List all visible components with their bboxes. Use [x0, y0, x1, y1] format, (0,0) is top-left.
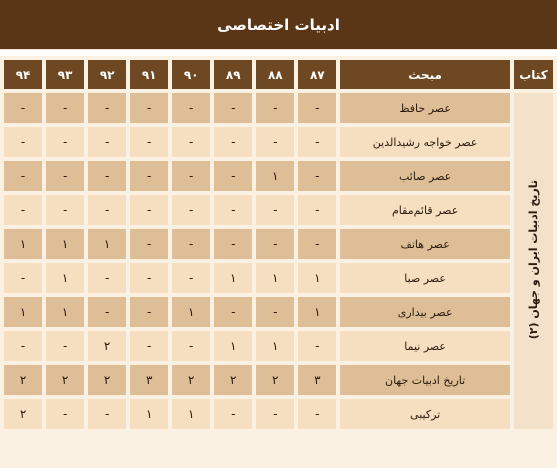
table-row: [4, 127, 553, 157]
value-cell: -: [298, 331, 336, 361]
header-year: ۸۸: [256, 60, 294, 89]
header-year: ۸۷: [298, 60, 336, 89]
book-cell: [514, 93, 553, 429]
value-cell: -: [88, 127, 126, 157]
header-year: ۹۰: [172, 60, 210, 89]
header-year: ۸۹: [214, 60, 252, 89]
topic-cell: عصر هاتف: [340, 229, 510, 259]
value-cell: ۱: [256, 331, 294, 361]
value-cell: ۱: [214, 263, 252, 293]
topic-cell: تاریخ ادبیات جهان: [340, 365, 510, 395]
header-row: [4, 60, 553, 89]
value-cell: -: [256, 195, 294, 225]
value-cell: -: [214, 195, 252, 225]
value-cell: -: [298, 399, 336, 429]
value-cell: -: [214, 127, 252, 157]
value-cell: -: [130, 331, 168, 361]
value-cell: ۳: [298, 365, 336, 395]
value-cell: -: [256, 229, 294, 259]
topic-cell: عصر صبا: [340, 263, 510, 293]
value-cell: -: [298, 127, 336, 157]
value-cell: ۲: [4, 399, 42, 429]
header-book: کتاب: [514, 60, 553, 89]
value-cell: -: [298, 195, 336, 225]
value-cell: -: [172, 263, 210, 293]
value-cell: -: [46, 93, 84, 123]
value-cell: ۱: [298, 263, 336, 293]
value-cell: ۲: [46, 365, 84, 395]
topic-cell: عصر حافظ: [340, 93, 510, 123]
topic-cell: عصر خواجه رشیدالدین: [340, 127, 510, 157]
table-row: [4, 297, 553, 327]
header-topic: مبحث: [340, 60, 510, 89]
value-cell: ۱: [4, 297, 42, 327]
value-cell: -: [256, 297, 294, 327]
value-cell: -: [256, 399, 294, 429]
value-cell: -: [172, 93, 210, 123]
value-cell: -: [256, 127, 294, 157]
value-cell: ۱: [172, 399, 210, 429]
value-cell: ۱: [298, 297, 336, 327]
value-cell: -: [88, 161, 126, 191]
value-cell: -: [130, 229, 168, 259]
value-cell: -: [4, 263, 42, 293]
value-cell: -: [172, 195, 210, 225]
value-cell: ۱: [256, 161, 294, 191]
value-cell: ۲: [88, 365, 126, 395]
value-cell: ۲: [4, 365, 42, 395]
table-row: [4, 229, 553, 259]
value-cell: -: [172, 331, 210, 361]
value-cell: -: [4, 161, 42, 191]
value-cell: -: [46, 195, 84, 225]
value-cell: ۱: [46, 229, 84, 259]
table-row: [4, 399, 553, 429]
value-cell: ۱: [172, 297, 210, 327]
value-cell: ۱: [256, 263, 294, 293]
value-cell: ۲: [214, 365, 252, 395]
value-cell: -: [4, 331, 42, 361]
value-cell: -: [172, 229, 210, 259]
value-cell: ۱: [130, 399, 168, 429]
table-row: [4, 195, 553, 225]
table-row: [4, 161, 553, 191]
topic-cell: عصر قائم‌مقام: [340, 195, 510, 225]
value-cell: -: [4, 93, 42, 123]
value-cell: ۱: [214, 331, 252, 361]
value-cell: ۲: [88, 331, 126, 361]
value-cell: -: [298, 161, 336, 191]
value-cell: -: [46, 127, 84, 157]
value-cell: -: [214, 161, 252, 191]
value-cell: -: [88, 195, 126, 225]
value-cell: ۱: [4, 229, 42, 259]
book-name: تاریخ ادبیات ایران و جهان (۲): [526, 179, 540, 340]
value-cell: -: [4, 195, 42, 225]
page-title: ادبیات اختصاصی: [0, 0, 557, 50]
value-cell: -: [130, 93, 168, 123]
value-cell: -: [214, 229, 252, 259]
header-year: ۹۴: [4, 60, 42, 89]
topic-cell: عصر صائب: [340, 161, 510, 191]
value-cell: -: [298, 229, 336, 259]
value-cell: -: [130, 263, 168, 293]
table-row: [4, 263, 553, 293]
value-cell: -: [172, 127, 210, 157]
value-cell: -: [172, 161, 210, 191]
table-row: [4, 93, 553, 123]
topic-cell: ترکیبی: [340, 399, 510, 429]
value-cell: -: [256, 93, 294, 123]
topic-cell: عصر بیداری: [340, 297, 510, 327]
value-cell: -: [46, 161, 84, 191]
value-cell: -: [4, 127, 42, 157]
value-cell: -: [214, 93, 252, 123]
value-cell: -: [88, 399, 126, 429]
header-year: ۹۱: [130, 60, 168, 89]
value-cell: ۱: [88, 229, 126, 259]
value-cell: ۱: [46, 297, 84, 327]
header-year: ۹۳: [46, 60, 84, 89]
table-row: [4, 331, 553, 361]
value-cell: -: [88, 263, 126, 293]
value-cell: -: [214, 297, 252, 327]
value-cell: -: [214, 399, 252, 429]
value-cell: -: [130, 297, 168, 327]
value-cell: -: [130, 161, 168, 191]
value-cell: ۳: [130, 365, 168, 395]
value-cell: -: [46, 331, 84, 361]
value-cell: -: [298, 93, 336, 123]
stats-table: [0, 56, 557, 433]
value-cell: ۱: [46, 263, 84, 293]
value-cell: -: [88, 93, 126, 123]
value-cell: ۲: [256, 365, 294, 395]
value-cell: ۲: [172, 365, 210, 395]
table-row: [4, 365, 553, 395]
value-cell: -: [130, 195, 168, 225]
topic-cell: عصر نیما: [340, 331, 510, 361]
value-cell: -: [88, 297, 126, 327]
header-year: ۹۲: [88, 60, 126, 89]
value-cell: -: [46, 399, 84, 429]
value-cell: -: [130, 127, 168, 157]
